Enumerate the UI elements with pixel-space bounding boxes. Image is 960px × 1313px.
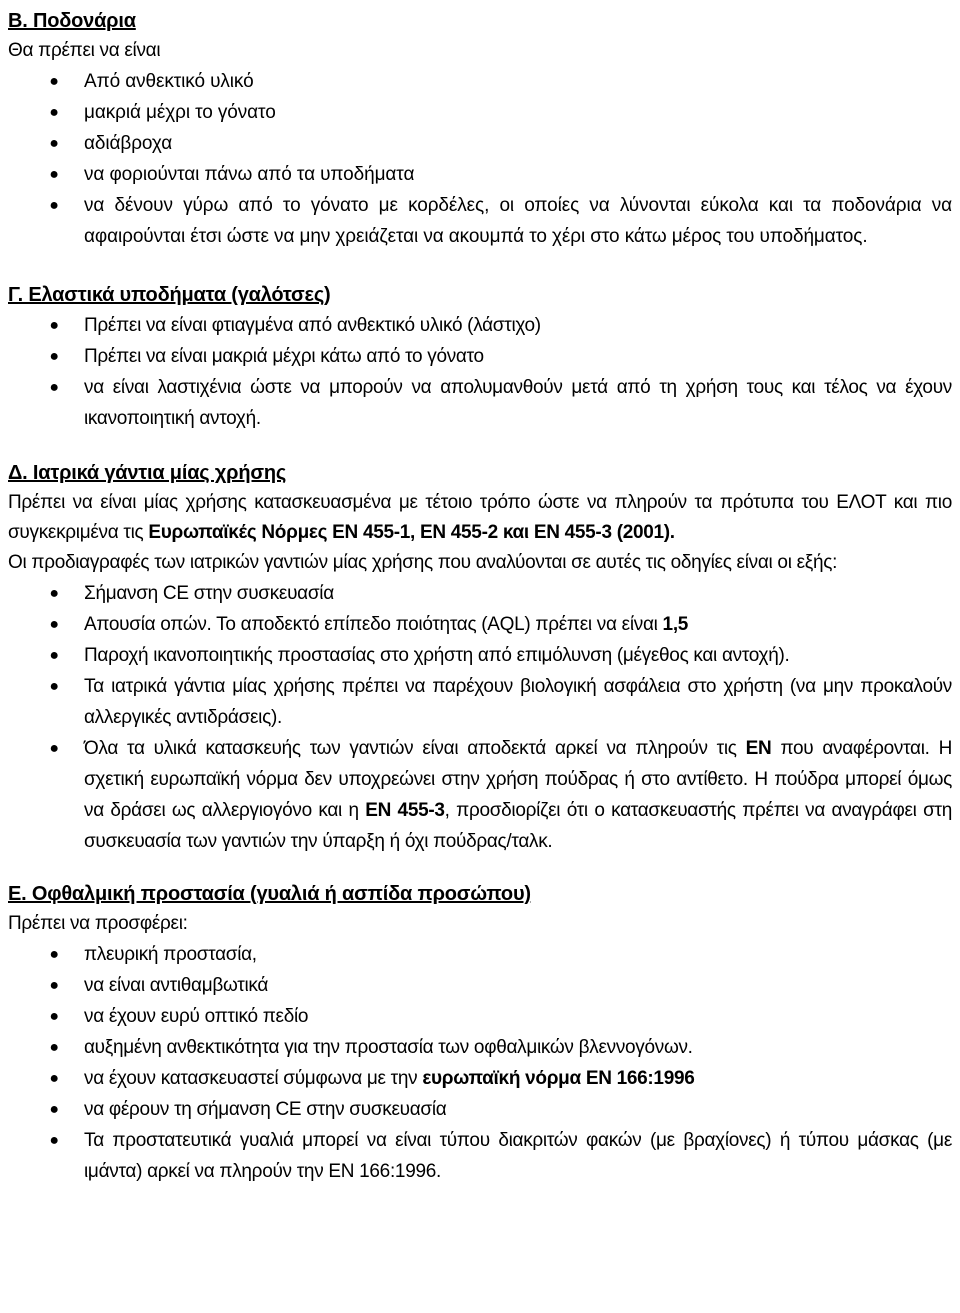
list-item: ● Όλα τα υλικά κατασκευής των γαντιών είναι αποδεκτά αρκεί να πληρούν τις ΕΝ που αναφέρονται. Η σχετική ευρωπαϊκή νόρμα δεν υποχρεώνει στην χρήση πούδρας ή στο αντίθετο. Η πούδρα μπορεί όμως να δράσει ως αλλεργιογόνο και η ΕΝ 455-3, προσδιορίζει ότι ο κατασκευαστής πρέπει να αναγράφει στη συσκευασία των γαντιών την ύπαρξη ή όχι πούδρας/ταλκ. <box>8 733 952 857</box>
bullet-icon: ● <box>49 104 59 121</box>
section-d-paragraph-2: Οι προδιαγραφές των ιατρικών γαντιών μίας χρήσης που αναλύονται σε αυτές τις οδηγίες είναι οι εξής: <box>8 552 838 573</box>
section-g <box>8 280 952 434</box>
list-item: ● να είναι λαστιχένια ώστε να μπορούν να απολυμανθούν μετά από τη χρήση τους και τέλος να έχουν ικανοποιητική αντοχή. <box>8 372 952 434</box>
list-item: ● να έχουν κατασκευαστεί σύμφωνα με την ευρωπαϊκή νόρμα ΕΝ 166:1996 <box>8 1063 952 1094</box>
section-e-intro: Πρέπει να προσφέρει: <box>8 913 188 934</box>
bullet-icon: ● <box>49 317 59 334</box>
list-item: ● να είναι αντιθαμβωτικά <box>8 970 952 1001</box>
section-gap <box>8 857 952 879</box>
bullet-icon: ● <box>49 348 59 365</box>
bullet-icon: ● <box>49 1039 59 1056</box>
section-gap <box>8 252 952 280</box>
list-item: ● Παροχή ικανοποιητικής προστασίας στο χρήστη από επιμόλυνση (μέγεθος και αντοχή). <box>8 640 952 671</box>
section-d-heading: Δ. Ιατρικά γάντια μίας χρήσης <box>8 462 287 484</box>
list-item: ● Πρέπει να είναι μακριά μέχρι κάτω από το γόνατο <box>8 341 952 372</box>
section-e <box>8 879 952 1187</box>
bullet-icon: ● <box>49 197 59 214</box>
bullet-icon: ● <box>49 977 59 994</box>
section-gap <box>8 434 952 458</box>
list-item: ● να φέρουν τη σήμανση CE στην συσκευασία <box>8 1094 952 1125</box>
list-item: ● Πρέπει να είναι φτιαγμένα από ανθεκτικό υλικό (λάστιχο) <box>8 310 952 341</box>
section-g-heading: Γ. Ελαστικά υποδήματα (γαλότσες) <box>8 284 331 306</box>
list-item: ● Απουσία οπών. Το αποδεκτό επίπεδο ποιότητας (AQL) πρέπει να είναι 1,5 <box>8 609 952 640</box>
section-g-list <box>8 310 952 434</box>
bullet-icon: ● <box>49 73 59 90</box>
section-b-intro: Θα πρέπει να είναι <box>8 40 161 61</box>
section-e-list <box>8 939 952 1187</box>
list-item: ● μακριά μέχρι το γόνατο <box>8 97 952 128</box>
list-item: ● Τα προστατευτικά γυαλιά μπορεί να είναι τύπου διακριτών φακών (με βραχίονες) ή τύπου μάσκας (με ιμάντα) αρκεί να πληρούν την ΕΝ 166:1996. <box>8 1125 952 1187</box>
list-item: ● πλευρική προστασία, <box>8 939 952 970</box>
bullet-icon: ● <box>49 647 59 664</box>
bullet-icon: ● <box>49 585 59 602</box>
list-item: ● να έχουν ευρύ οπτικό πεδίο <box>8 1001 952 1032</box>
bullet-icon: ● <box>49 135 59 152</box>
section-b-list <box>8 66 952 252</box>
bullet-icon: ● <box>49 1070 59 1087</box>
bullet-icon: ● <box>49 678 59 695</box>
bullet-icon: ● <box>49 166 59 183</box>
list-item: ● να δένουν γύρω από το γόνατο με κορδέλες, οι οποίες να λύνονται εύκολα και τα ποδονάρια να αφαιρούνται έτσι ώστε να μην χρειάζεται να ακουμπά το χέρι στο κάτω μέρος του υποδήματος. <box>8 190 952 252</box>
section-d-paragraph-1: Πρέπει να είναι μίας χρήσης κατασκευασμένα με τέτοιο τρόπο ώστε να πληρούν τα πρότυπα του ΕΛΟΤ και πιο συγκεκριμένα τις Ευρωπαϊκές Νόρμες ΕΝ 455-1, ΕΝ 455-2 και ΕΝ 455-3 (2001). <box>8 492 952 543</box>
section-b-heading: Β. Ποδονάρια <box>8 10 136 32</box>
bullet-icon: ● <box>49 740 59 757</box>
section-d-list <box>8 578 952 857</box>
bullet-icon: ● <box>49 379 59 396</box>
bullet-icon: ● <box>49 1132 59 1149</box>
list-item: ● Σήμανση CE στην συσκευασία <box>8 578 952 609</box>
bullet-icon: ● <box>49 946 59 963</box>
list-item: ● Τα ιατρικά γάντια μίας χρήσης πρέπει να παρέχουν βιολογική ασφάλεια στο χρήστη (να μην προκαλούν αλλεργικές αντιδράσεις). <box>8 671 952 733</box>
list-item: ● να φοριούνται πάνω από τα υποδήματα <box>8 159 952 190</box>
list-item: ● αδιάβροχα <box>8 128 952 159</box>
list-item: ● Από ανθεκτικό υλικό <box>8 66 952 97</box>
bullet-icon: ● <box>49 1101 59 1118</box>
bullet-icon: ● <box>49 1008 59 1025</box>
section-e-heading: Ε. Οφθαλμική προστασία (γυαλιά ή ασπίδα προσώπου) <box>8 883 531 905</box>
section-d <box>8 458 952 857</box>
section-b <box>8 6 952 252</box>
bullet-icon: ● <box>49 616 59 633</box>
list-item: ● αυξημένη ανθεκτικότητα για την προστασία των οφθαλμικών βλεννογόνων. <box>8 1032 952 1063</box>
